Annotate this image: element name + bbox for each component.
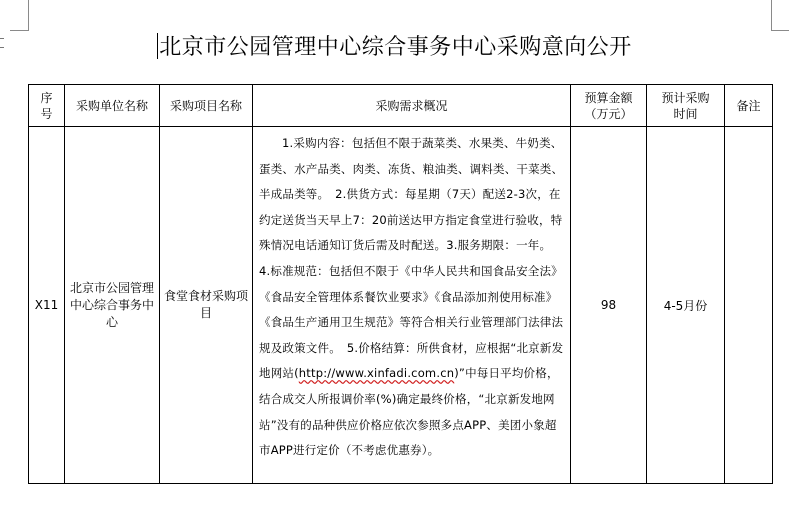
header-project[interactable]: 采购项目名称: [160, 85, 253, 127]
cell-note[interactable]: [725, 127, 773, 484]
demand-text-post: )”中每日平均价格，结合成交人所报调价率(%)确定最终价格，“北京新发地网站”没有的品种供应价格应依次参照多点APP、美团小象超市APP进行定价（不考虑优惠券）。: [259, 366, 559, 458]
cell-seq[interactable]: X11: [29, 127, 65, 484]
document-title-text[interactable]: 北京市公园管理中心综合事务中心采购意向公开: [159, 35, 632, 60]
header-time[interactable]: 预计采购时间: [647, 85, 725, 127]
header-unit[interactable]: 采购单位名称: [65, 85, 160, 127]
cell-time[interactable]: 4-5月份: [647, 127, 725, 484]
document-title[interactable]: [0, 30, 789, 66]
cell-unit[interactable]: 北京市公园管理中心综合事务中心: [65, 127, 160, 484]
page-corner-mark-top-left: [10, 0, 29, 31]
procurement-table: [28, 84, 773, 484]
demand-url: http://www.xinfadi.com.cn: [298, 366, 455, 381]
header-seq[interactable]: 序号: [29, 85, 65, 127]
cell-project[interactable]: 食堂食材采购项目: [160, 127, 253, 484]
header-demand[interactable]: 采购需求概况: [253, 85, 571, 127]
page-corner-mark-top-right: [771, 0, 789, 31]
header-budget[interactable]: 预算金额（万元）: [571, 85, 647, 127]
demand-text-pre: 1.采购内容：包括但不限于蔬菜类、水果类、牛奶类、蛋类、水产品类、肉类、冻货、粮油类、调料类、干菜类、半成品类等。 2.供货方式：每星期（7天）配送2-3次，在约定送货当天早上7：20前送达甲方指定食堂进行验收，特殊情况电话通知订货后需及时配送。3.服务期限：一年。 4.标准规范：包括但不限于《中华人民共和国食品安全法》《食品安全管理体系餐饮业要求》《食品添加剂使用标准》《食品生产通用卫生规范》等符合相关行业管理部门法律法规及政策文件。 5.价格结算：所供食材，应根据“北京新发地网站(: [259, 136, 564, 381]
cell-budget[interactable]: 98: [571, 127, 647, 484]
cell-demand[interactable]: [253, 127, 571, 484]
table-row: [29, 127, 773, 484]
table-header-row: [29, 85, 773, 127]
header-note[interactable]: 备注: [725, 85, 773, 127]
